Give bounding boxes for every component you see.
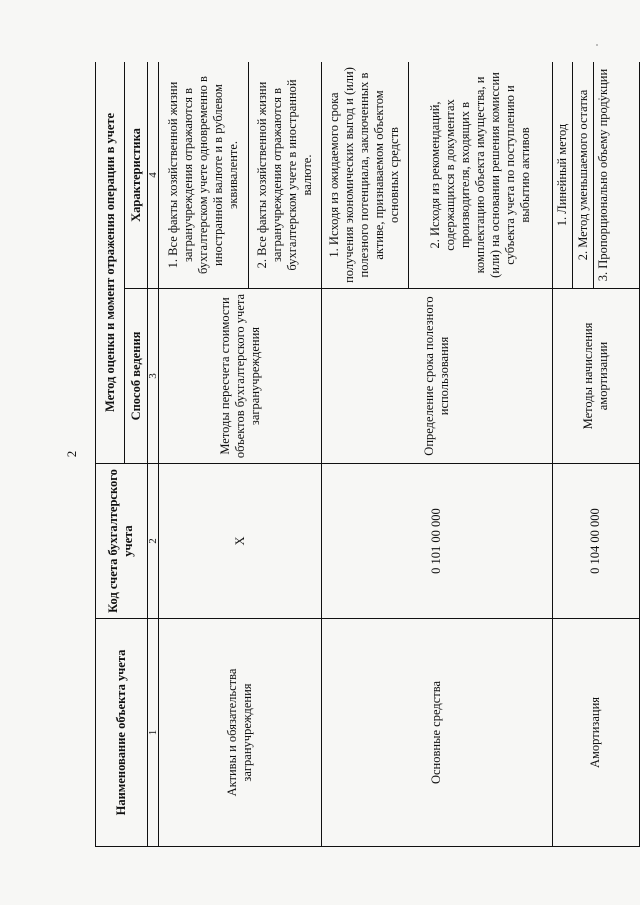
way-cell: Методы начисления амортизации (552, 289, 639, 464)
characteristic-cell: 3. Пропорционально объему продукции (594, 62, 640, 289)
characteristic-cell: 2. Все факты хозяйственной жизни загранучреждения отражаются в бухгалтерском учете в иностранной валюте. (248, 62, 321, 289)
header-characteristic: Характеристика (125, 62, 148, 289)
characteristic-cell: 2. Исходя из рекомендаций, содержащихся в документах производителя, входящих в комплектацию объекта имущества, и (или) на основании решения комиссии субъекта учета по поступлению и выбытию активов (409, 62, 553, 289)
account-code-cell: X (159, 464, 321, 619)
table-row (552, 62, 573, 847)
characteristic-cell: 2. Метод уменьшаемого остатка (573, 62, 594, 289)
scan-speck (596, 44, 598, 46)
column-number: 4 (147, 62, 158, 289)
header-object-name: Наименование объекта учета (96, 619, 148, 847)
header-account-code: Код счета бухгалтерского учета (96, 464, 148, 619)
characteristic-cell: 1. Все факты хозяйственной жизни загранучреждения отражаются в бухгалтерском учете одновременно в иностранной валюте и в рублевом эквиваленте. (159, 62, 248, 289)
account-code-cell: 0 104 00 000 (552, 464, 639, 619)
page-number: 2 (64, 450, 79, 458)
characteristic-cell: 1. Линейный метод (552, 62, 573, 289)
header-way: Способ ведения (125, 289, 148, 464)
table-row (159, 62, 248, 847)
column-number: 1 (147, 619, 158, 847)
accounting-policy-table (95, 62, 640, 847)
way-cell: Определение срока полезного использования (321, 289, 552, 464)
object-name-cell: Амортизация (552, 619, 639, 847)
characteristic-cell: 1. Исходя из ожидаемого срока получения экономических выгод и (или) полезного потенциала, заключенных в активе, признаваемом объектом основных средств (321, 62, 408, 289)
column-number: 3 (147, 289, 158, 464)
header-method-group: Метод оценки и момент отражения операции в учете (96, 62, 125, 464)
column-number-row (147, 62, 158, 847)
account-code-cell: 0 101 00 000 (321, 464, 552, 619)
column-number: 2 (147, 464, 158, 619)
way-cell: Методы пересчета стоимости объектов бухгалтерского учета загранучреждения (159, 289, 321, 464)
accounting-policy-table-wrapper (95, 62, 640, 847)
table-row (321, 62, 408, 847)
object-name-cell: Активы и обязательства загранучреждения (159, 619, 321, 847)
header-row (96, 62, 125, 847)
object-name-cell: Основные средства (321, 619, 552, 847)
